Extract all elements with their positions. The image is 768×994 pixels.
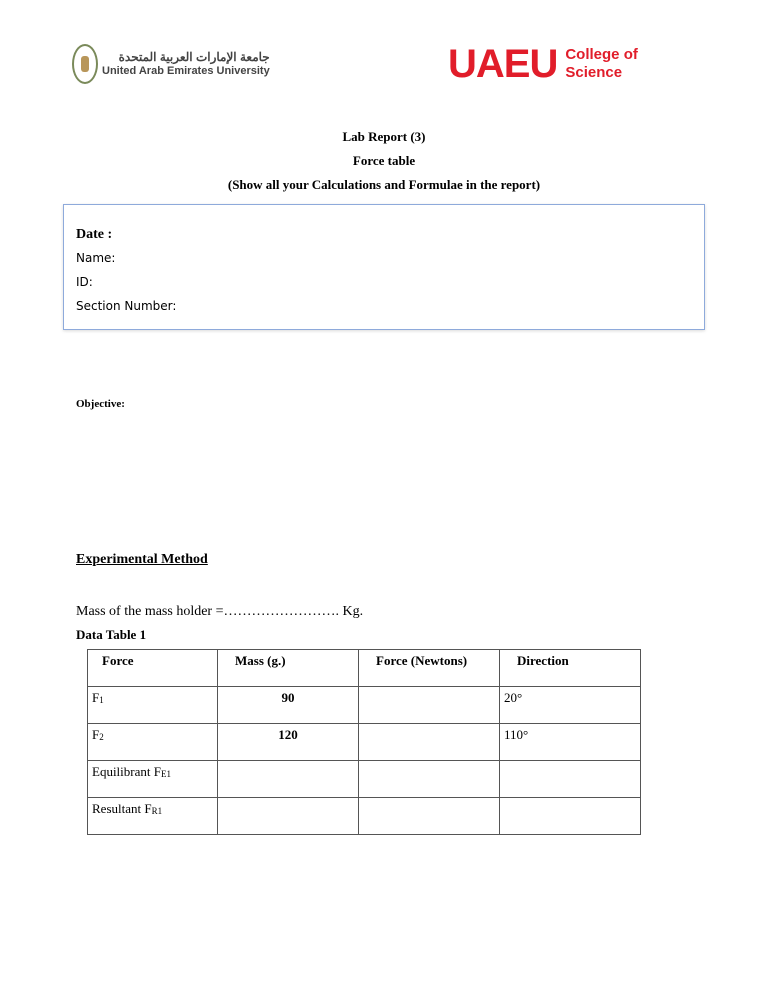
college-of-science-logo — [448, 44, 638, 84]
header-cell: Force — [88, 650, 218, 687]
mass-cell — [218, 761, 359, 798]
university-emblem-icon — [72, 44, 98, 84]
uae-university-logo — [72, 44, 270, 84]
force-cell: Resultant $F_{R1}$ — [88, 798, 218, 835]
date-field: Date : — [76, 227, 113, 242]
mass-holder-line: Mass of the mass holder =……………………. Kg. — [76, 604, 364, 619]
university-name-english: United Arab Emirates University — [102, 65, 270, 77]
report-title: Lab Report (3) — [342, 129, 426, 144]
header-cell: Direction — [500, 650, 641, 687]
student-info-box — [63, 204, 705, 330]
college-line1: College of — [565, 46, 638, 63]
table-row — [88, 724, 641, 761]
mass-cell — [218, 798, 359, 835]
section-field: Section Number: — [76, 299, 177, 313]
header-cell: Force (Newtons) — [359, 650, 500, 687]
id-field: ID: — [76, 275, 93, 289]
name-field: Name: — [76, 251, 116, 265]
direction-cell: 20° — [500, 687, 641, 724]
report-instruction: (Show all your Calculations and Formulae in the report) — [227, 177, 541, 192]
experimental-method-heading: Experimental Method — [76, 552, 208, 567]
mass-cell: 90 — [218, 687, 359, 724]
table-row — [88, 761, 641, 798]
header-cell: Mass (g.) — [218, 650, 359, 687]
report-subtitle: Force table — [352, 153, 416, 168]
college-line2: Science — [565, 64, 623, 81]
data-table-title: Data Table 1 — [76, 627, 147, 642]
newtons-cell — [359, 761, 500, 798]
table-row — [88, 687, 641, 724]
objective-label: Objective: — [76, 398, 125, 410]
table-header-row — [88, 650, 641, 687]
table-row — [88, 798, 641, 835]
force-cell: Equilibrant $F_{E1}$ — [88, 761, 218, 798]
direction-cell — [500, 761, 641, 798]
university-name-arabic: جامعة الإمارات العربية المتحدة — [118, 50, 270, 64]
mass-cell: 120 — [218, 724, 359, 761]
force-cell: $F_2$ — [88, 724, 218, 761]
data-table — [87, 649, 641, 835]
direction-cell — [500, 798, 641, 835]
newtons-cell — [359, 724, 500, 761]
direction-cell: 110° — [500, 724, 641, 761]
uaeu-wordmark: UAEU — [448, 42, 558, 86]
force-cell: $F_1$ — [88, 687, 218, 724]
newtons-cell — [359, 798, 500, 835]
newtons-cell — [359, 687, 500, 724]
